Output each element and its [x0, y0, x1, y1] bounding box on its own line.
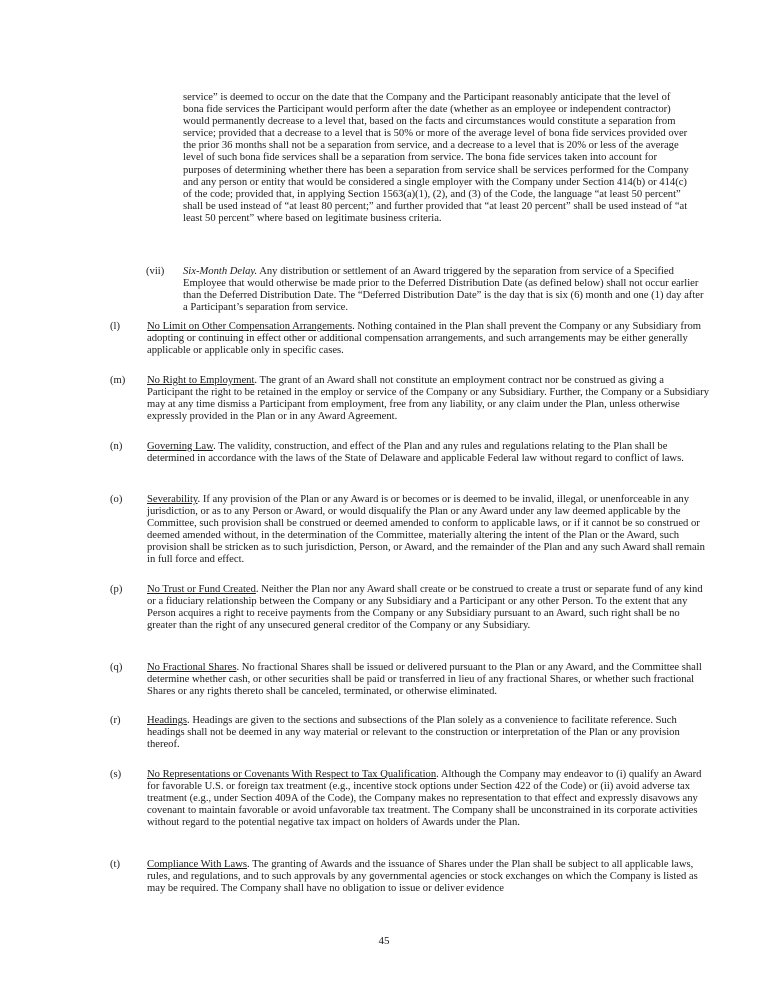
section-number: (m)	[110, 375, 126, 386]
section-body	[147, 715, 710, 751]
section-number: (q)	[110, 662, 123, 673]
subsection-number: (vii)	[146, 266, 165, 277]
section-text: . Headings are given to the sections and subsections of the Plan solely as a convenience to facilitate reference. Such headings shall not be deemed in any way material or relevant to the construction or interpretation of the Plan or any provision thereof.	[147, 715, 680, 751]
section-title: No Limit on Other Compensation Arrangements	[147, 321, 353, 332]
section-text: . If any provision of the Plan or any Award is or becomes or is deemed to be invalid, illegal, or unenforceable in any jurisdiction, or as to any Person or Award, or would disqualify the Plan or any Award under any law deemed applicable by the Committee, such provision shall be construed or deemed amended to conform to applicable laws, or if it cannot be so construed or deemed amended without, in the determination of the Committee, materially altering the intent of the Plan or the Award, such provision shall be stricken as to such jurisdiction, Person, or Award, and the remainder of the Plan and any such Award shall remain in full force and effect.	[147, 494, 705, 566]
section-title: No Right to Employment	[147, 375, 255, 386]
section-title: Severability	[147, 494, 198, 505]
section-text: . Neither the Plan nor any Award shall create or be construed to create a trust or separate fund of any kind or a fiduciary relationship between the Company or any Subsidiary and a Participant or any other Person. To the extent that any Person acquires a right to receive payments from the Company or any Subsidiary pursuant to an Award, such right shall be no greater than the right of any unsecured general creditor of the Company or any Subsidiary.	[147, 584, 703, 632]
section-body	[147, 859, 710, 895]
section-title: Governing Law	[147, 441, 214, 452]
section-text: . The granting of Awards and the issuance of Shares under the Plan shall be subject to all applicable laws, rules, and regulations, and to such approvals by any governmental agencies or stock exchanges on which the Company is listed as may be required. The Company shall have no obligation to issue or deliver evidence	[147, 859, 698, 895]
section-l	[110, 321, 710, 357]
section-t	[110, 859, 710, 895]
section-number: (r)	[110, 715, 121, 726]
section-r	[110, 715, 710, 751]
subsection-title: Six-Month Delay.	[183, 266, 258, 277]
section-n	[110, 441, 710, 465]
section-title: No Representations or Covenants With Respect to Tax Qualification	[147, 769, 437, 780]
section-number: (s)	[110, 769, 122, 780]
section-body	[147, 441, 710, 465]
section-body	[147, 494, 710, 567]
subsection-body	[183, 266, 706, 314]
section-text: . No fractional Shares shall be issued or delivered pursuant to the Plan or any Award, and the Committee shall determine whether cash, or other securities shall be paid or transferred in lieu of any fractional Shares, or whether such fractional Shares or any rights thereto shall be canceled, terminated, or otherwise eliminated.	[147, 662, 702, 698]
section-body	[147, 375, 710, 423]
page-number: 45	[378, 935, 390, 947]
section-text: . Nothing contained in the Plan shall prevent the Company or any Subsidiary from adopting or continuing in effect other or additional compensation arrangements, and such arrangements may be either generally applicable or applicable only in specific cases.	[147, 321, 702, 357]
section-body	[147, 321, 710, 357]
section-q	[110, 662, 710, 698]
section-title: Headings	[147, 715, 188, 726]
section-text: . The validity, construction, and effect of the Plan and any rules and regulations relating to the Plan shall be determined in accordance with the laws of the State of Delaware and applicable Federal law without regard to conflict of laws.	[147, 441, 684, 465]
section-number: (t)	[110, 859, 120, 870]
section-text: . The grant of an Award shall not constitute an employment contract nor be construed as giving a Participant the right to be retained in the employ or service of the Company or any Subsidiary. Further, the Company or a Subsidiary may at any time dismiss a Participant from employment, free from any liability, or any claim under the Plan, unless otherwise expressly provided in the Plan or in any Award Agreement.	[147, 375, 709, 423]
section-body	[147, 769, 710, 829]
section-number: (n)	[110, 441, 123, 452]
section-o	[110, 494, 710, 567]
section-m	[110, 375, 710, 423]
section-p	[110, 584, 710, 632]
continuation-paragraph: service” is deemed to occur on the date that the Company and the Participant reasonably anticipate that the level of bona fide services the Participant would perform after the date (whether as an employee or independent contractor) would permanently decrease to a level that, based on the facts and circumstances would constitute a separation from service; provided that a decrease to a level that is 50% or more of the average level of bona fide services provided over the prior 36 months shall not be a separation from service, and a decrease to a level that is 20% or less of the average level of such bona fide services shall be a separation from service. The bona fide services taken into account for purposes of determining whether there has been a separation from service shall be services performed for the Company and any person or entity that would be considered a single employer with the Company under Section 414(b) or 414(c) of the code; provided that, in applying Section 1563(a)(1), (2), and (3) of the Code, the language “at least 50 percent” shall be used instead of “at least 80 percent;” and further provided that “at least 20 percent” shall be used instead of “at least 50 percent” where based on legitimate business criteria.	[183, 92, 689, 224]
section-title: Compliance With Laws	[147, 859, 247, 870]
subsection-text: Any distribution or settlement of an Award triggered by the separation from service of a Specified Employee that would otherwise be made prior to the Deferred Distribution Date (as defined below) shall not occur earlier than the Deferred Distribution Date. The “Deferred Distribution Date” is the day that is six (6) month and one (1) day after a Participant’s separation from service.	[183, 266, 704, 314]
section-title: No Trust or Fund Created	[147, 584, 256, 595]
section-body	[147, 584, 710, 632]
section-text: . Although the Company may endeavor to (i) qualify an Award for favorable U.S. or foreign tax treatment (e.g., incentive stock options under Section 422 of the Code) or (ii) avoid adverse tax treatment (e.g., under Section 409A of the Code), the Company makes no representation to that effect and expressly disavows any covenant to maintain favorable or avoid unfavorable tax treatment. The Company shall be unconstrained in its corporate activities without regard to the potential negative tax impact on holders of Awards under the Plan.	[147, 769, 702, 829]
section-number: (l)	[110, 321, 120, 332]
section-s	[110, 769, 710, 829]
section-body	[147, 662, 710, 698]
section-number: (p)	[110, 584, 123, 595]
section-title: No Fractional Shares	[147, 662, 237, 673]
section-number: (o)	[110, 494, 123, 505]
subsection-vii	[146, 266, 706, 314]
